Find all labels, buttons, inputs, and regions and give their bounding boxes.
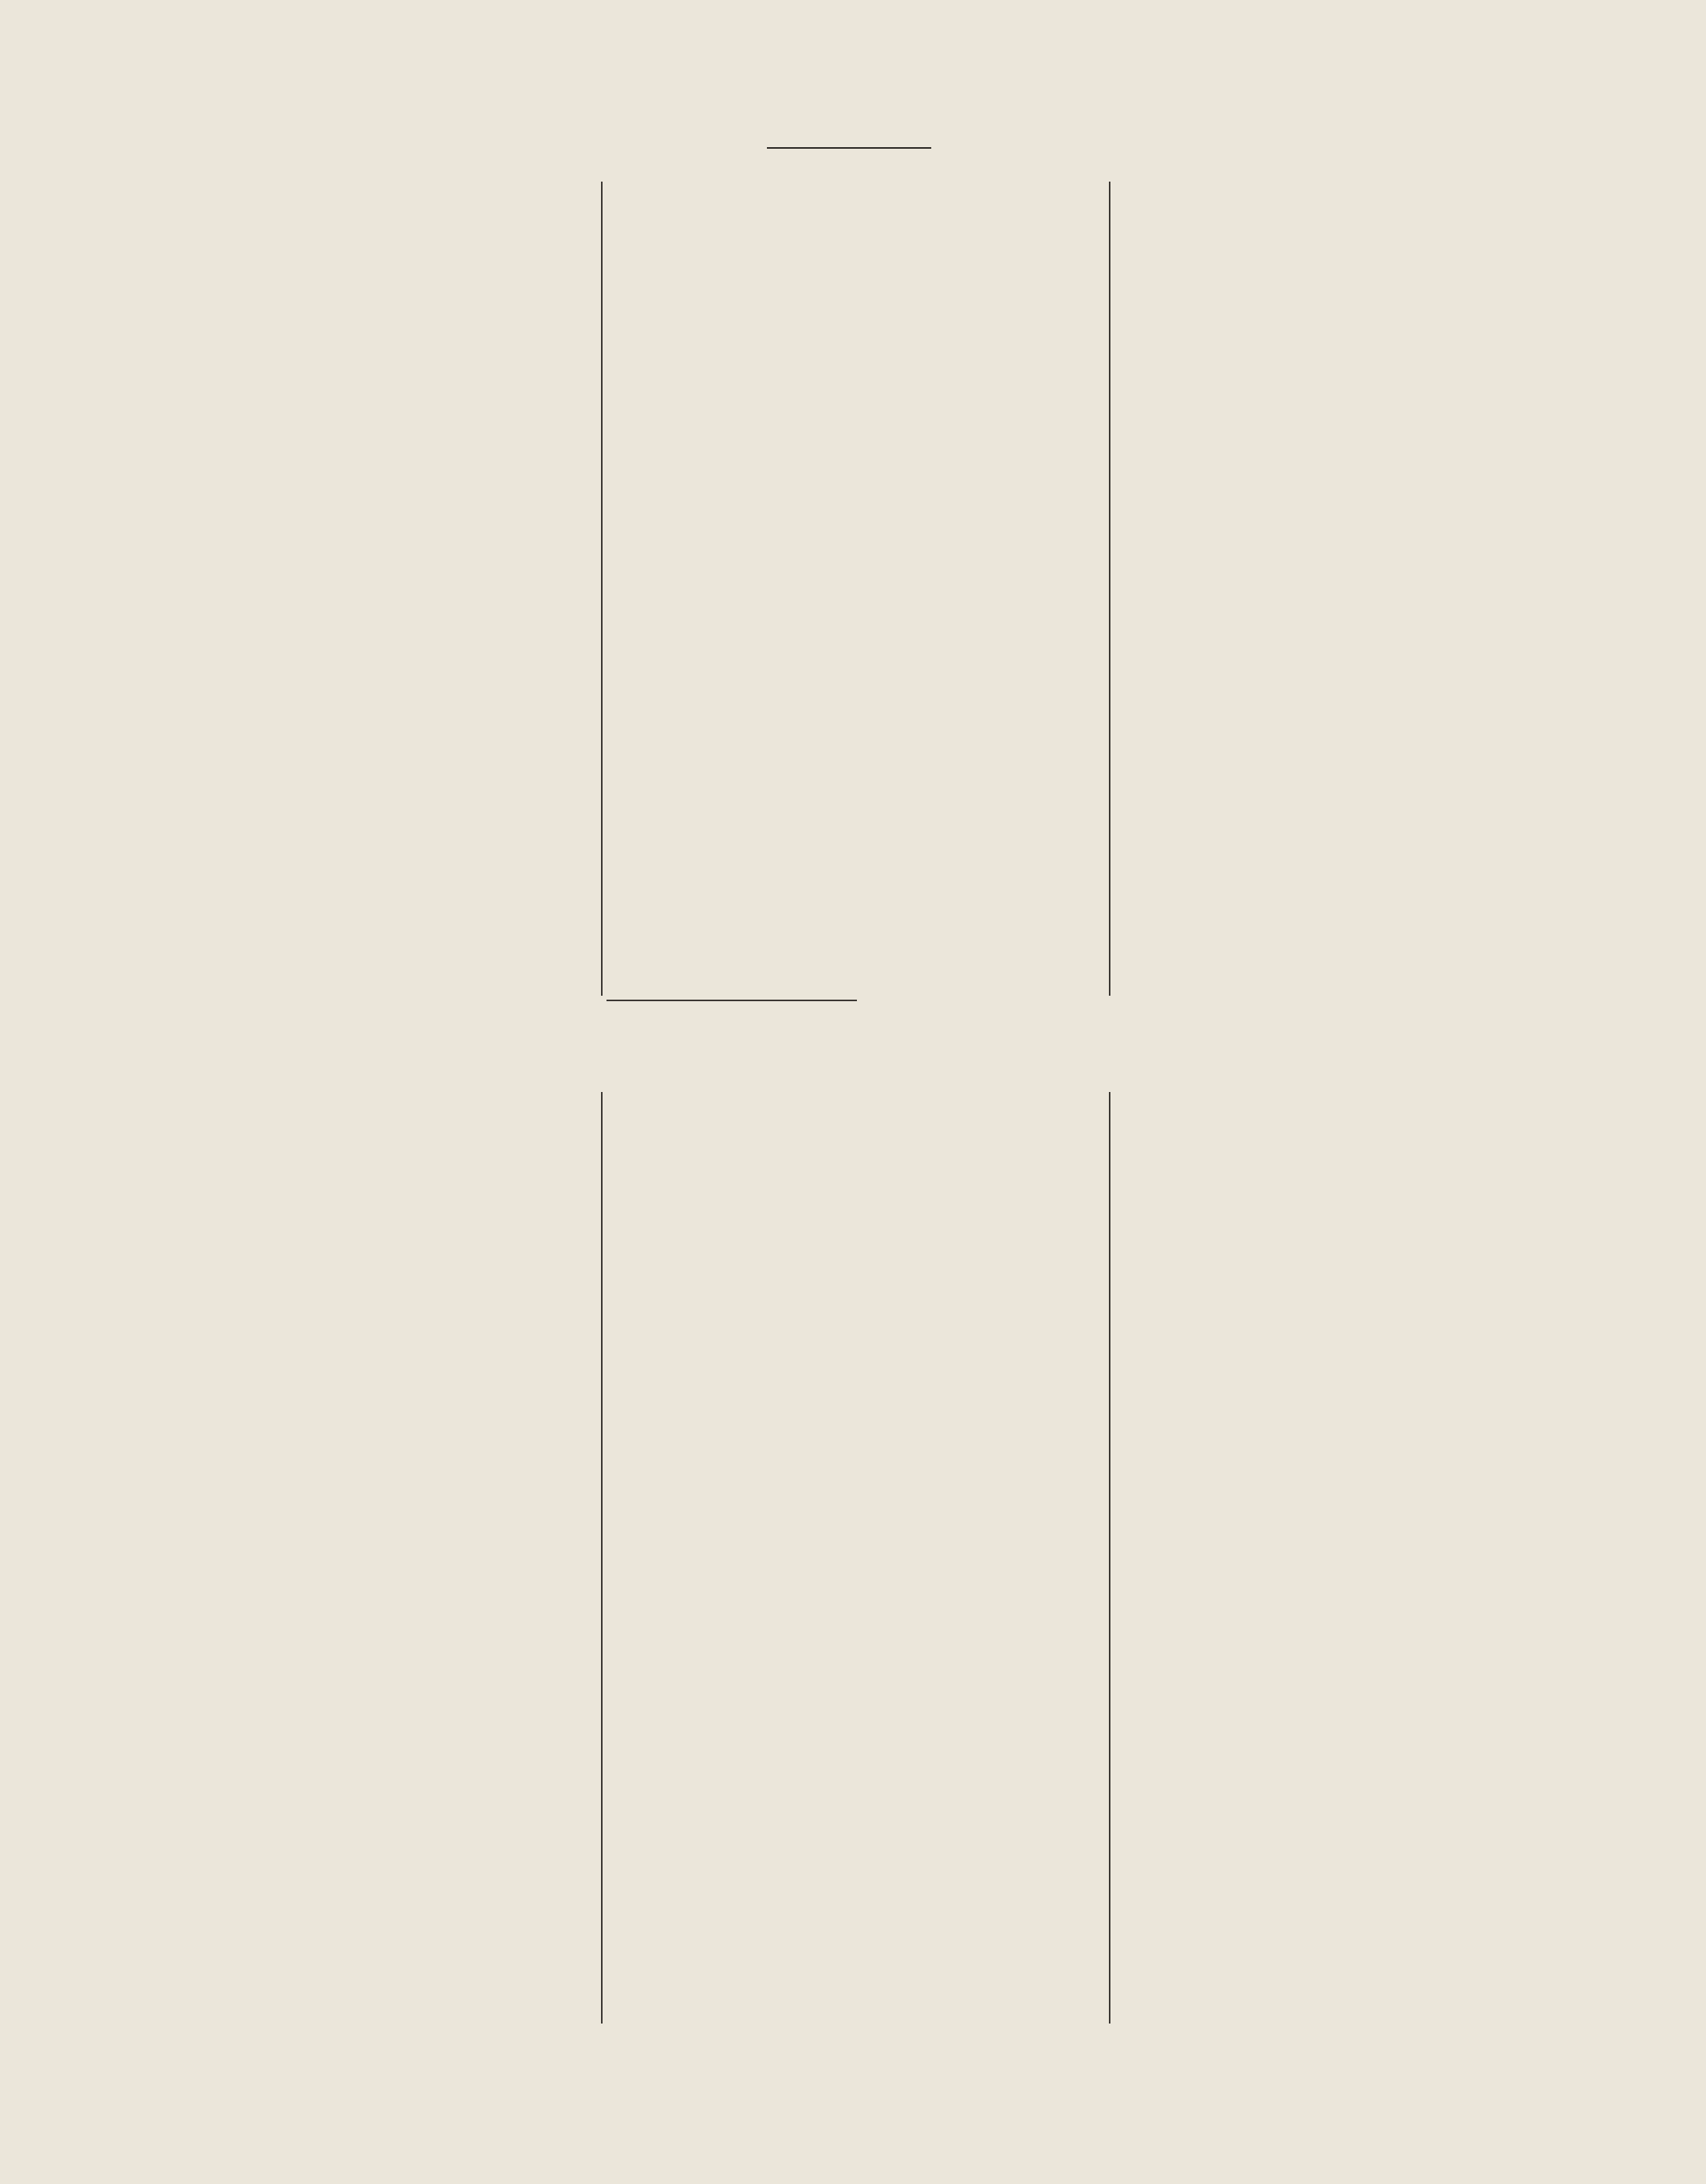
page-number-rule bbox=[767, 147, 931, 149]
column-divider bbox=[601, 182, 603, 996]
column-divider bbox=[1109, 1092, 1110, 2024]
column-divider bbox=[601, 1092, 603, 2024]
column-divider bbox=[1109, 182, 1110, 996]
section-rule bbox=[606, 1000, 857, 1001]
